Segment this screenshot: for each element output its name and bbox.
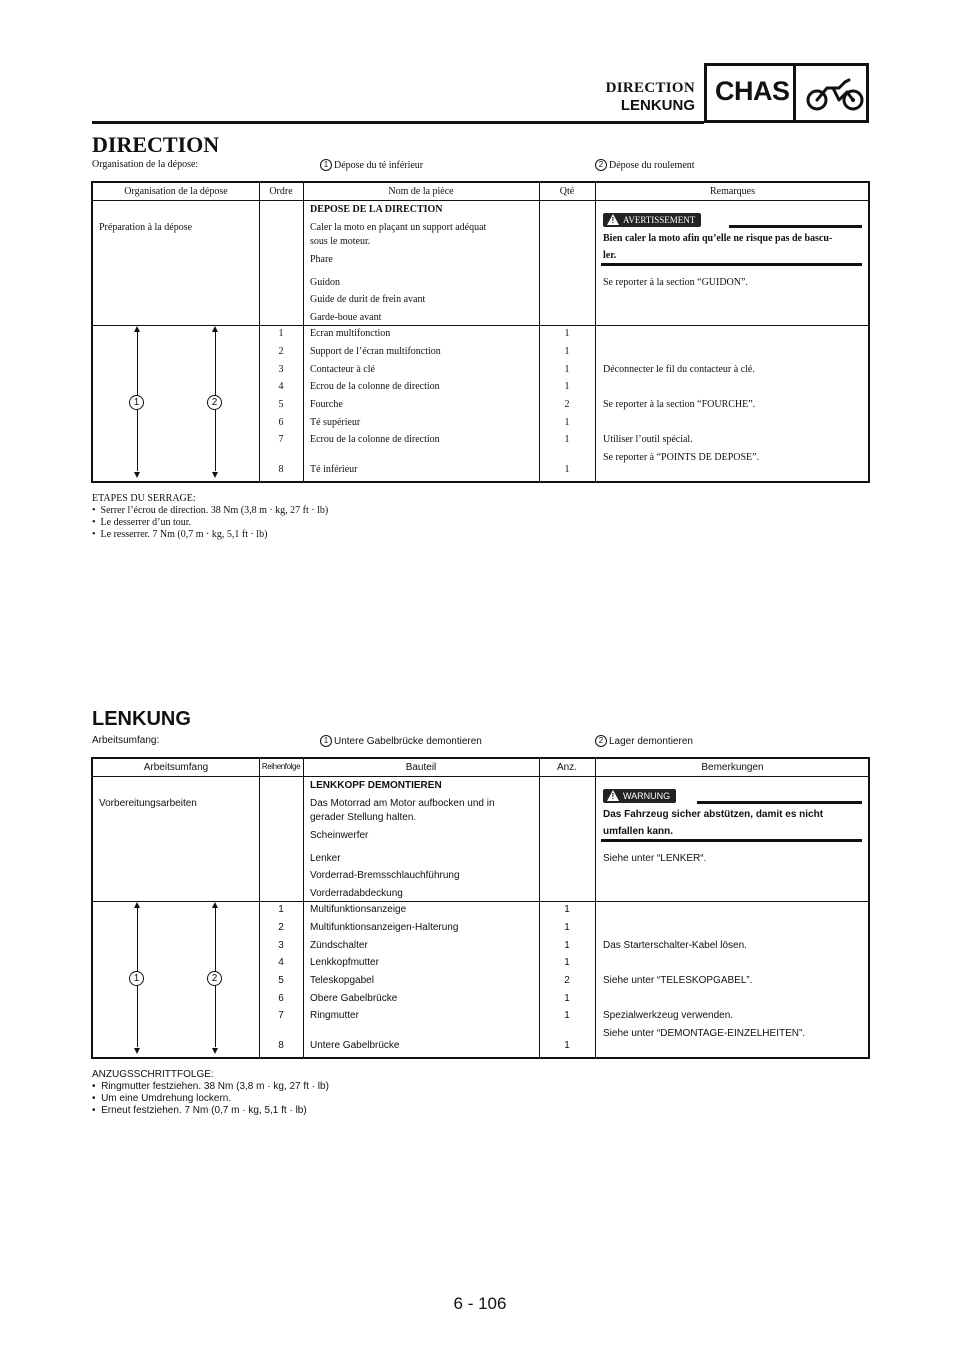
col-header-remarks: Bemerkungen	[701, 762, 764, 773]
removal-table-fr	[91, 181, 870, 483]
row-order: 1	[278, 328, 284, 339]
callout-1: 1	[129, 971, 144, 986]
col-header-org: Organisation de la dépose	[124, 186, 228, 197]
arrow-head-up	[134, 326, 140, 332]
row-quantity: 1	[564, 1040, 570, 1051]
prep-item: Vorderrad-Bremsschlauchführung	[310, 870, 460, 881]
prep-item: Guidon	[310, 277, 340, 288]
circle-number-1: 1	[320, 735, 332, 747]
row-remark: Déconnecter le fil du contacteur à clé.	[603, 364, 755, 375]
arrow-head-up	[134, 902, 140, 908]
org-item-2-de	[595, 735, 693, 747]
col-header-order: Ordre	[269, 186, 293, 197]
row-quantity: 1	[564, 993, 570, 1004]
row-part-name: Contacteur à clé	[310, 364, 375, 375]
row-quantity: 2	[564, 399, 570, 410]
arrow-head-down	[134, 1048, 140, 1054]
warning-badge: ! WARNUNG	[603, 789, 676, 803]
chapter-label: CHAS	[715, 76, 790, 106]
row-quantity: 1	[564, 381, 570, 392]
step-text: Um eine Umdrehung lockern.	[101, 1093, 232, 1104]
row-remark: Spezialwerkzeug verwenden.	[603, 1010, 734, 1021]
warning-text-line: ler.	[603, 250, 617, 261]
row-quantity: 1	[564, 434, 570, 445]
row-part-name: Support de l’écran multifonction	[310, 346, 441, 357]
row-part-name: Fourche	[310, 399, 343, 410]
row-order: 2	[278, 346, 284, 357]
remark: Siehe unter “DEMONTAGE-EINZELHEITEN”.	[603, 1028, 806, 1039]
row-part-name: Zündschalter	[310, 940, 368, 951]
row-quantity: 1	[564, 940, 570, 951]
step-item: • Erneut festziehen. 7 Nm (0,7 m · kg, 5,1 ft · lb)	[92, 1105, 307, 1116]
remark: Siehe unter “LENKER“.	[603, 853, 707, 864]
step-item: • Le desserrer d’un tour.	[92, 517, 192, 528]
arrow-head-up	[212, 326, 218, 332]
col-header-remarks: Remarques	[710, 186, 755, 197]
prep-item: Garde-boue avant	[310, 312, 382, 323]
prep-item: Phare	[310, 254, 333, 265]
header-title-fr: DIRECTION	[605, 80, 695, 96]
col-header-order: Reihenfolge	[261, 762, 301, 771]
warning-text-line: Das Fahrzeug sicher abstützen, damit es nicht	[603, 809, 824, 820]
prep-item: sous le moteur.	[310, 236, 371, 247]
warning-text	[603, 806, 823, 840]
prep-item: Das Motorrad am Motor aufbocken und in	[310, 798, 495, 809]
row-quantity: 2	[564, 975, 570, 986]
row-order: 8	[278, 464, 284, 475]
row-order: 5	[278, 399, 284, 410]
row-part-name: Ecrou de la colonne de direction	[310, 434, 440, 445]
row-quantity: 1	[564, 904, 570, 915]
row-part-name: Ecran multifonction	[310, 328, 391, 339]
warning-badge: ! AVERTISSEMENT	[603, 213, 701, 227]
row-part-name: Té supérieur	[310, 417, 361, 428]
row-order: 7	[278, 434, 284, 445]
col-header-org: Arbeitsumfang	[143, 762, 209, 773]
prep-label: Vorbereitungsarbeiten	[99, 798, 197, 809]
row-order: 3	[278, 364, 284, 375]
row-part-name: Obere Gabelbrücke	[310, 993, 398, 1004]
org-item-2-text: Lager demontieren	[609, 736, 693, 747]
row-remark: Utiliser l’outil spécial.	[603, 434, 693, 445]
step-item: • Le resserrer. 7 Nm (0,7 m · kg, 5,1 ft · lb)	[92, 529, 268, 540]
warning-rule-bottom	[601, 263, 862, 266]
org-label-de: Arbeitsumfang:	[92, 735, 160, 746]
row-quantity: 1	[564, 346, 570, 357]
row-part-name: Untere Gabelbrücke	[310, 1040, 400, 1051]
org-item-1-text: Dépose du té inférieur	[334, 160, 424, 171]
org-item-1-text: Untere Gabelbrücke demontieren	[334, 736, 482, 747]
warning-rule-bottom	[601, 839, 862, 842]
chapter-divider	[793, 66, 796, 120]
row-remark: Siehe unter “TELESKOPGABEL”.	[603, 975, 753, 986]
arrow-head-up	[212, 902, 218, 908]
row-order: 6	[278, 417, 284, 428]
row-order: 3	[278, 940, 284, 951]
row-quantity: 1	[564, 464, 570, 475]
circle-number-2: 2	[595, 735, 607, 747]
row-order: 5	[278, 975, 284, 986]
remark: Se reporter à “POINTS DE DEPOSE”.	[603, 452, 760, 463]
row-remark: Das Starterschalter-Kabel lösen.	[603, 940, 747, 951]
step-text: Le desserrer d’un tour.	[100, 517, 192, 528]
prep-heading: DEPOSE DE LA DIRECTION	[310, 204, 443, 215]
row-order: 4	[278, 957, 284, 968]
row-part-name: Ecrou de la colonne de direction	[310, 381, 440, 392]
row-order: 8	[278, 1040, 284, 1051]
row-part-name: Lenkkopfmutter	[310, 957, 379, 968]
section-title-fr: DIRECTION	[92, 132, 220, 157]
chapter-box	[704, 63, 869, 123]
header-rule	[92, 121, 704, 124]
warning-label: WARNUNG	[623, 791, 671, 801]
row-part-name: Multifunktionsanzeige	[310, 904, 407, 915]
removal-table-de	[91, 757, 870, 1059]
tightening-steps-de	[92, 1069, 329, 1117]
prep-item: Lenker	[310, 853, 341, 864]
step-text: Erneut festziehen. 7 Nm (0,7 m · kg, 5,1 ft · lb)	[101, 1105, 307, 1116]
org-label-fr: Organisation de la dépose:	[92, 159, 199, 170]
org-item-1-fr	[320, 159, 423, 171]
step-item: • Ringmutter festziehen. 38 Nm (3,8 m · kg, 27 ft · lb)	[92, 1081, 329, 1092]
row-order: 4	[278, 381, 284, 392]
prep-item: Vorderradabdeckung	[310, 888, 403, 899]
row-quantity: 1	[564, 328, 570, 339]
warning-label: AVERTISSEMENT	[623, 215, 696, 225]
prep-item: Scheinwerfer	[310, 830, 369, 841]
prep-item: gerader Stellung halten.	[310, 812, 417, 823]
callout-2: 2	[207, 971, 222, 986]
col-header-qty: Anz.	[556, 762, 577, 773]
callout-1: 1	[129, 395, 144, 410]
row-part-name: Ringmutter	[310, 1010, 359, 1021]
callout-2: 2	[207, 395, 222, 410]
col-header-qty: Qté	[559, 186, 575, 197]
row-quantity: 1	[564, 957, 570, 968]
row-part-name: Té inférieur	[310, 464, 358, 475]
arrow-head-down	[134, 472, 140, 478]
row-part-name: Teleskopgabel	[310, 975, 374, 986]
row-quantity: 1	[564, 417, 570, 428]
org-item-2-text: Dépose du roulement	[609, 160, 695, 171]
step-text: Ringmutter festziehen. 38 Nm (3,8 m · kg, 27 ft · lb)	[101, 1081, 329, 1092]
col-header-part: Nom de la pièce	[388, 186, 454, 197]
steps-title: ANZUGSSCHRITTFOLGE:	[92, 1069, 214, 1080]
prep-label: Préparation à la dépose	[99, 222, 193, 233]
warning-text-line: umfallen kann.	[603, 826, 674, 837]
row-quantity: 1	[564, 922, 570, 933]
header-title-de: LENKUNG	[620, 97, 695, 114]
row-quantity: 1	[564, 364, 570, 375]
section-title-de: LENKUNG	[92, 708, 191, 730]
row-order: 1	[278, 904, 284, 915]
row-part-name: Multifunktionsanzeigen-Halterung	[310, 922, 459, 933]
warning-text	[603, 230, 832, 264]
row-order: 7	[278, 1010, 284, 1021]
arrow-head-down	[212, 1048, 218, 1054]
prep-item: Caler la moto en plaçant un support adéquat	[310, 222, 487, 233]
row-order: 6	[278, 993, 284, 1004]
org-item-1-de	[320, 735, 482, 747]
prep-item: Guide de durit de frein avant	[310, 294, 426, 305]
step-item: • Serrer l’écrou de direction. 38 Nm (3,8 m · kg, 27 ft · lb)	[92, 505, 329, 516]
warning-rule-top	[697, 801, 862, 804]
col-header-part: Bauteil	[405, 762, 437, 773]
motorcycle-icon	[803, 74, 867, 114]
prep-heading: LENKKOPF DEMONTIEREN	[310, 780, 442, 791]
row-quantity: 1	[564, 1010, 570, 1021]
org-item-2-fr	[595, 159, 695, 171]
step-text: Le resserrer. 7 Nm (0,7 m · kg, 5,1 ft · lb)	[100, 529, 268, 540]
row-order: 2	[278, 922, 284, 933]
remark: Se reporter à la section “GUIDON”.	[603, 277, 748, 288]
arrow-head-down	[212, 472, 218, 478]
step-item: • Um eine Umdrehung lockern.	[92, 1093, 232, 1104]
warning-rule-top	[729, 225, 862, 228]
row-remark: Se reporter à la section “FOURCHE”.	[603, 399, 756, 410]
steps-title: ETAPES DU SERRAGE:	[92, 493, 196, 504]
circle-number-1: 1	[320, 159, 332, 171]
tightening-steps-fr	[92, 493, 328, 541]
warning-text-line: Bien caler la moto afin qu’elle ne risque pas de bascu-	[603, 233, 833, 244]
step-text: Serrer l’écrou de direction. 38 Nm (3,8 m · kg, 27 ft · lb)	[100, 505, 329, 516]
page-number: 6 - 106	[453, 1294, 507, 1313]
circle-number-2: 2	[595, 159, 607, 171]
